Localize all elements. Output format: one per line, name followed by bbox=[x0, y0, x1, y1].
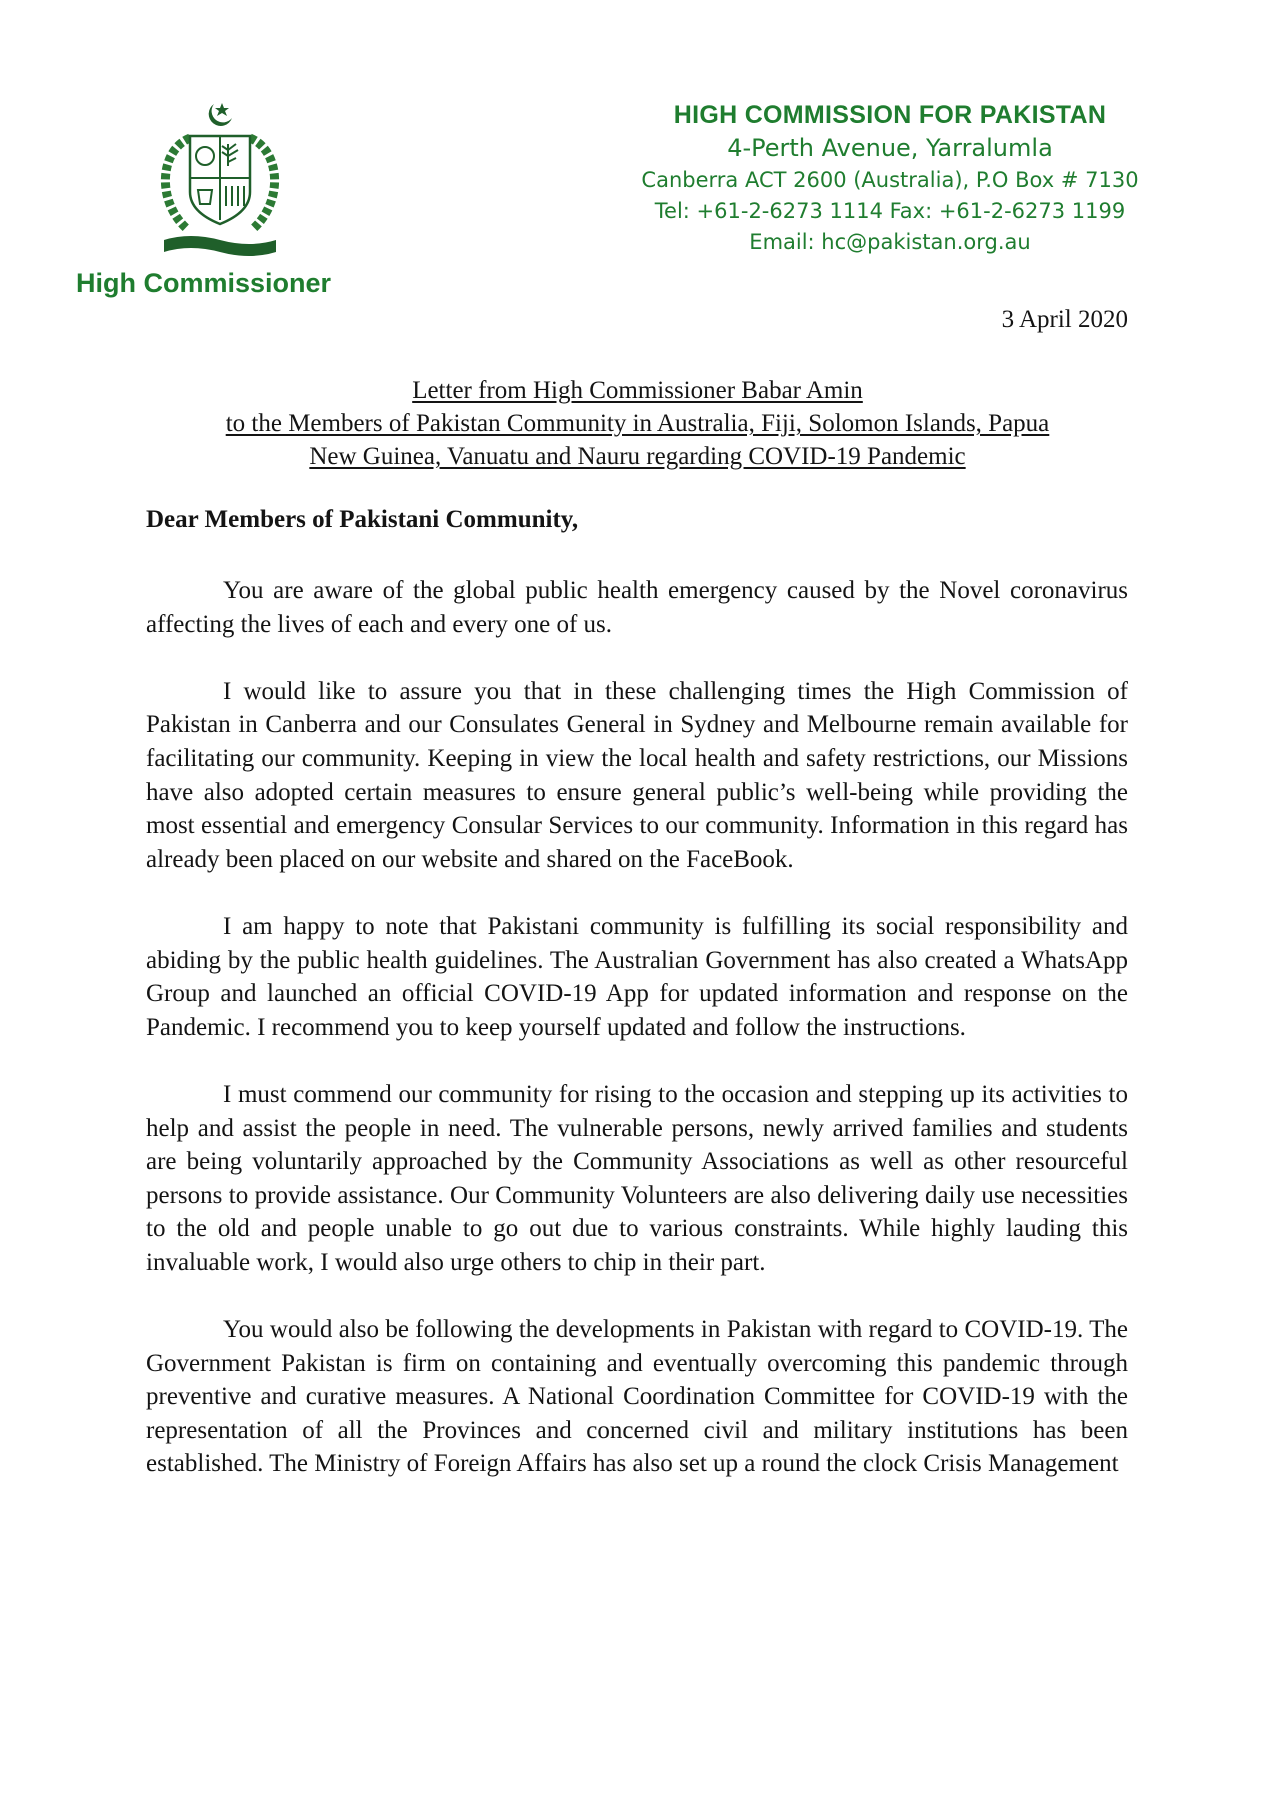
address-line-1: 4-Perth Avenue, Yarralumla bbox=[727, 134, 1053, 162]
letterhead-address bbox=[610, 98, 1170, 258]
phone-fax: Tel: +61-2-6273 1114 Fax: +61-2-6273 1199 bbox=[654, 199, 1126, 223]
letter-date: 3 April 2020 bbox=[1001, 306, 1128, 333]
organization-name: HIGH COMMISSION FOR PAKISTAN bbox=[673, 101, 1107, 129]
subject-line-3: New Guinea, Vanuatu and Nauru regarding COVID-19 Pandemic bbox=[309, 443, 966, 470]
paragraph: You are aware of the global public health emergency caused by the Novel coronavirus affecting the lives of each and every one of us. bbox=[146, 577, 1128, 638]
letter-body bbox=[146, 574, 1128, 1515]
address-line-2: Canberra ACT 2600 (Australia), P.O Box # 7130 bbox=[641, 168, 1139, 192]
office-title: High Commissioner bbox=[76, 268, 332, 298]
salutation: Dear Members of Pakistani Community, bbox=[146, 506, 579, 533]
paragraph: You would also be following the developments in Pakistan with regard to COVID-19. The Government Pakistan is firm on containing and eventually overcoming this pandemic through preventive and curative measures. A National Coordination Committee for COVID-19 with the representation of all the Provinces and concerned civil and military institutions has been established. The Ministry of Foreign Affairs has also set up a round the clock Crisis Management bbox=[146, 1316, 1128, 1478]
subject-line-1: Letter from High Commissioner Babar Amin bbox=[412, 377, 863, 404]
state-emblem-of-pakistan-icon bbox=[150, 100, 290, 260]
paragraph: I must commend our community for rising to the occasion and stepping up its activities to help and assist the people in need. The vulnerable persons, newly arrived families and students are being voluntarily approached by the Community Associations as well as other resourceful persons to provide assistance. Our Community Volunteers are also delivering daily use necessities to the old and people unable to go out due to various constraints. While highly lauding this invaluable work, I would also urge others to chip in their part. bbox=[146, 1080, 1128, 1276]
email-address: Email: hc@pakistan.org.au bbox=[749, 230, 1031, 254]
paragraph: I am happy to note that Pakistani community is fulfilling its social responsibility and abiding by the public health guidelines. The Australian Government has also created a WhatsApp Group and launched an official COVID-19 App for updated information and response on the Pandemic. I recommend you to keep yourself updated and follow the instructions. bbox=[146, 912, 1128, 1041]
letter-subject bbox=[145, 374, 1130, 473]
paragraph: I would like to assure you that in these challenging times the High Commission of Pakistan in Canberra and our Consulates General in Sydney and Melbourne remain available for facilitating our community. Keeping in view the local health and safety restrictions, our Missions have also adopted certain measures to ensure general public’s well-being while providing the most essential and emergency Consular Services to our community. Information in this regard has already been placed on our website and shared on the FaceBook. bbox=[146, 677, 1128, 873]
subject-line-2: to the Members of Pakistan Community in Australia, Fiji, Solomon Islands, Papua bbox=[225, 410, 1050, 437]
